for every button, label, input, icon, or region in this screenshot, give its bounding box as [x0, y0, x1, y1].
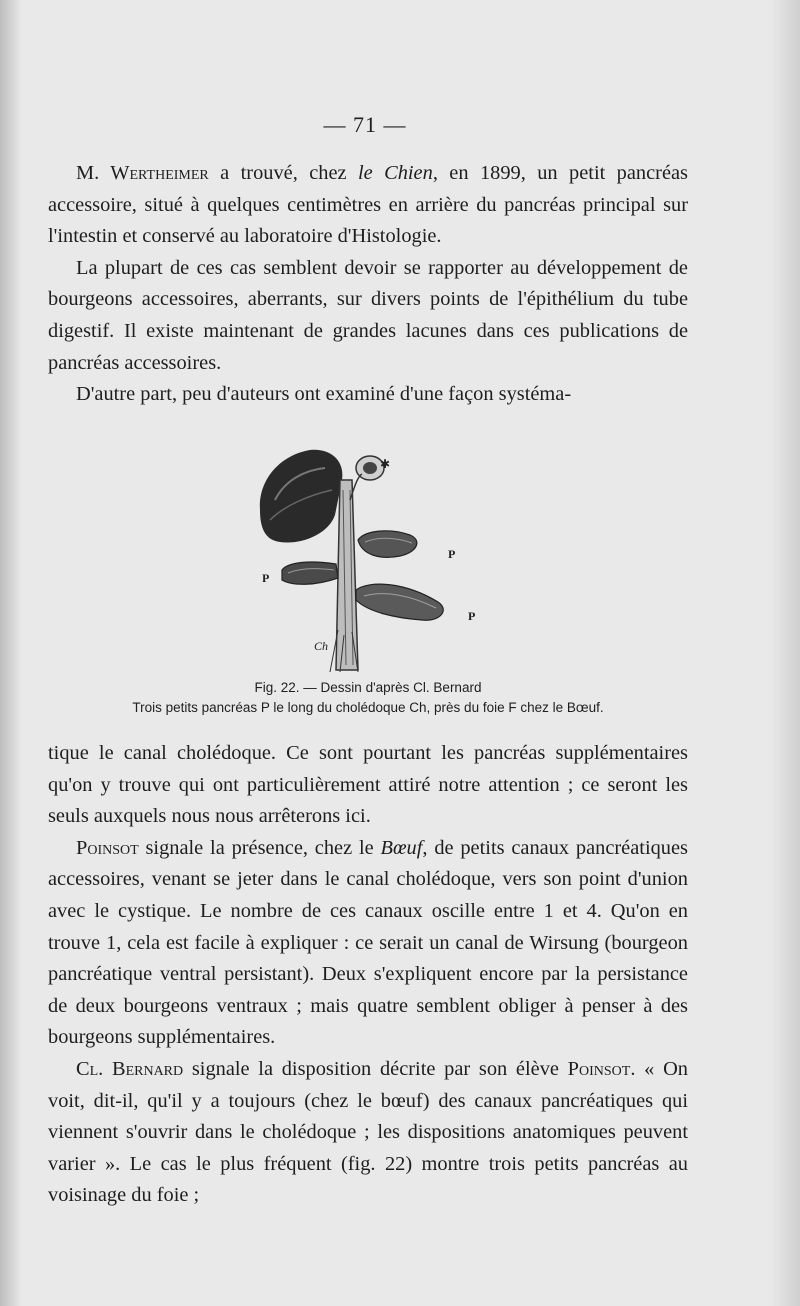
anatomical-drawing	[240, 440, 500, 675]
author-name: Cl. Bernard	[76, 1057, 184, 1080]
paragraph-autre-part: D'autre part, peu d'auteurs ont examiné d'une façon systéma-	[76, 383, 572, 406]
figure-label-star: ✱	[380, 457, 391, 471]
page-number: — 71 —	[323, 112, 407, 137]
figure-label-p-right-bottom: P	[468, 609, 476, 623]
text-block-top	[48, 158, 688, 411]
paragraph-text: . « On voit, dit-il, qu'il y a toujours (chez le bœuf) des canaux pancréatiques qui viennent s'ouvrir dans le cholédoque ; les dispositions anatomiques peuvent varier ». Le cas le plus fréquent (fig. 22) montre trois petits pancréas au voisinage du foie ;	[48, 1057, 688, 1207]
author-name: M. Wertheimer	[76, 162, 209, 184]
italic-term: Bœuf	[380, 836, 423, 859]
pancreas-nodule-right-bottom	[356, 584, 443, 620]
figure-label-p-right-top: P	[448, 547, 456, 561]
author-name: Poinsot	[567, 1057, 631, 1080]
pancreas-nodule-right-top	[358, 531, 417, 557]
figure-caption-text: Trois petits pancréas P le long du cholédoque Ch, près du foie F chez le Bœuf.	[132, 700, 604, 715]
author-name: Poinsot	[76, 836, 139, 859]
paragraph-text: signale la disposition décrite par son élève	[183, 1057, 568, 1080]
figure-label-p-left: P	[262, 571, 270, 585]
paragraph-text: signale la présence, chez le	[138, 836, 381, 859]
pancreas-nodule-left	[282, 562, 338, 584]
paragraph-text: , de petits canaux pancréatiques accessoires, venant se jeter dans le canal cholédoque, vers son point d'union avec le cystique. Le nombre de ces canaux oscille entre 1 et 4. Qu'on en trouve 1, cela est facile à expliquer : ce serait un canal de Wirsung (bourgeon pancréatique ventral persistant). Deux s'expliquent encore par la persistance de deux bourgeons ventraux ; mais quatre semblent obliger à penser à des bourgeons supplémentaires.	[48, 836, 688, 1049]
figure-caption-title: Fig. 22. — Dessin d'après Cl. Bernard	[254, 680, 482, 695]
figure-label-ch: Ch	[314, 639, 329, 653]
italic-term: le Chien	[357, 162, 433, 184]
choledoque-duct	[336, 480, 358, 670]
paragraph-poinsot	[48, 833, 688, 1054]
text-block-bottom	[48, 738, 688, 1212]
liver-fragment	[260, 450, 343, 543]
page-edge-shadow	[770, 0, 800, 1306]
paragraph-text: , en 1899, un petit pancréas accessoire, situé à quelques centimètres en arrière du pancréas principal sur l'intestin et conservé au laboratoire d'Histologie.	[48, 162, 688, 248]
page-gutter-shadow	[0, 0, 22, 1306]
paragraph-developpement: La plupart de ces cas semblent devoir se rapporter au développement de bourgeons accessoires, aberrants, sur divers points de l'épithélium du tube digestif. Il existe maintenant de grandes lacunes dans ces publications de pancréas accessoires.	[48, 256, 688, 374]
paragraph-bernard	[48, 1054, 688, 1212]
figure-22-illustration	[240, 440, 500, 675]
paragraph-text: a trouvé, chez	[208, 162, 358, 184]
paragraph-choledoque: tique le canal cholédoque. Ce sont pourtant les pancréas supplémentaires qu'on y trouve qui ont particulièrement attiré notre attention ; ce seront les seuls auxquels nous nous arrêterons ici.	[48, 742, 688, 828]
paragraph-wertheimer	[48, 158, 688, 253]
